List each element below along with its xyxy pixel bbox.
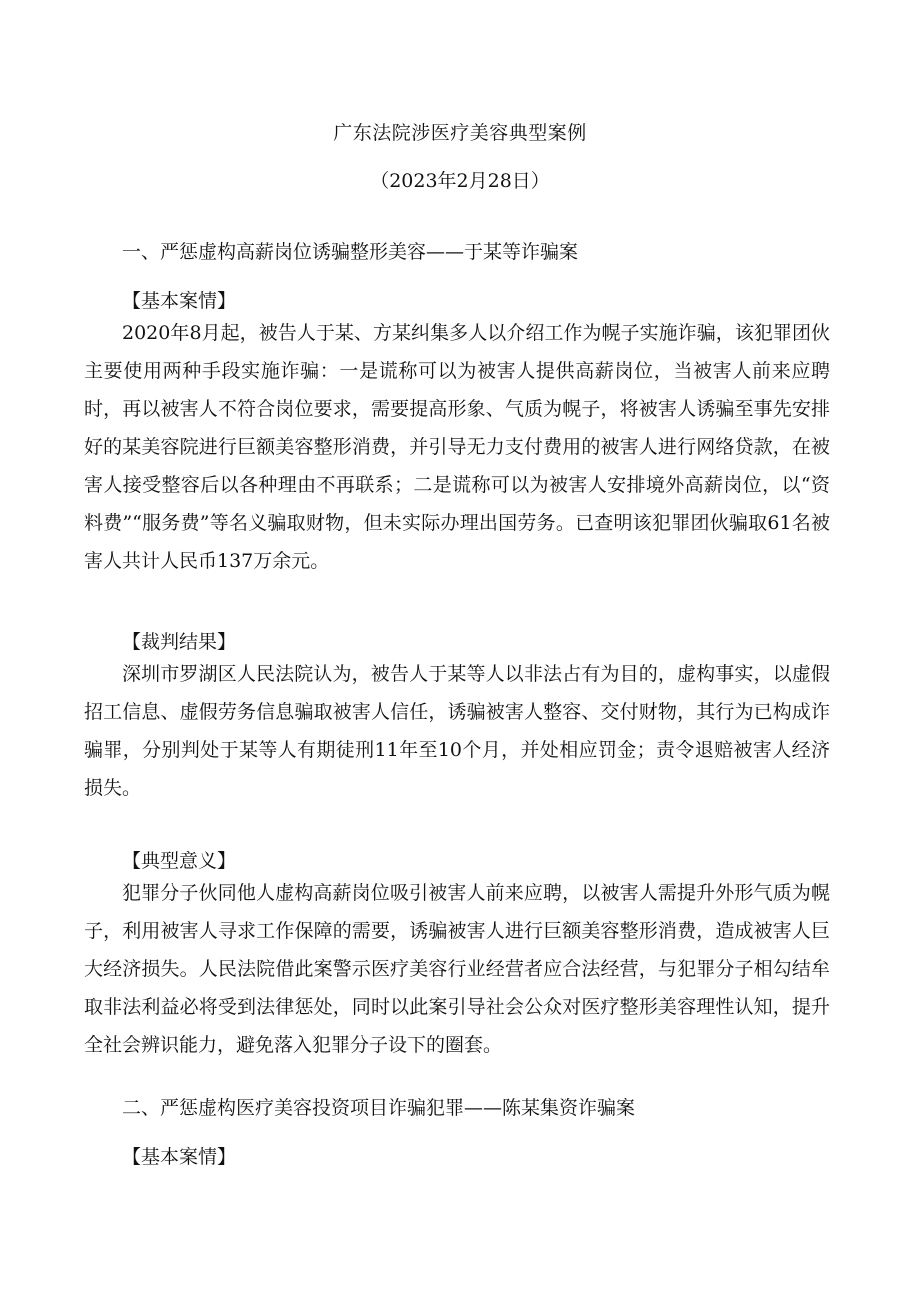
- case1-verdict-text: 深圳市罗湖区人民法院认为，被告人于某等人以非法占有为目的，虚构事实，以虚假招工信息、虚假劳务信息骗取被害人信任，诱骗被害人整容、交付财物，其行为已构成诈骗罪，分别判处于某等人有期徒刑11年至10个月，并处相应罚金；责令退赔被害人经济损失。: [84, 663, 830, 799]
- case1-basic-text: 2020年8月起，被告人于某、方某纠集多人以介绍工作为幌子实施诈骗，该犯罪团伙主要使用两种手段实施诈骗：一是谎称可以为被害人提供高薪岗位，当被害人前来应聘时，再以被害人不符合岗位要求，需要提高形象、气质为幌子，将被害人诱骗至事先安排好的某美容院进行巨额美容整形消费，并引导无力支付费用的被害人进行网络贷款，在被害人接受整容后以各种理由不再联系；二是谎称可以为被害人安排境外高薪岗位，以“资料费”“服务费”等名义骗取财物，但未实际办理出国劳务。已查明该犯罪团伙骗取61名被害人共计人民币137万余元。: [84, 322, 830, 572]
- case2-basic-label: 【基本案情】: [122, 1146, 237, 1168]
- case2-heading: 二、严惩虚构医疗美容投资项目诈骗犯罪——陈某集资诈骗案: [122, 1097, 636, 1119]
- case1-basic-label: 【基本案情】: [122, 290, 237, 312]
- case1-significance-label: 【典型意义】: [122, 850, 237, 872]
- case1-verdict-label: 【裁判结果】: [122, 631, 237, 653]
- document-date: （2023年2月28日）: [370, 170, 550, 192]
- case1-heading: 一、严惩虚构高薪岗位诱骗整形美容——于某等诈骗案: [122, 241, 579, 263]
- document-title: 广东法院涉医疗美容典型案例: [333, 122, 587, 144]
- case1-significance-text: 犯罪分子伙同他人虚构高薪岗位吸引被害人前来应聘，以被害人需提升外形气质为幌子，利用被害人寻求工作保障的需要，诱骗被害人进行巨额美容整形消费，造成被害人巨大经济损失。人民法院借此案警示医疗美容行业经营者应合法经营，与犯罪分子相勾结牟取非法利益必将受到法律惩处，同时以此案引导社会公众对医疗整形美容理性认知，提升全社会辨识能力，避免落入犯罪分子设下的圈套。: [84, 882, 830, 1056]
